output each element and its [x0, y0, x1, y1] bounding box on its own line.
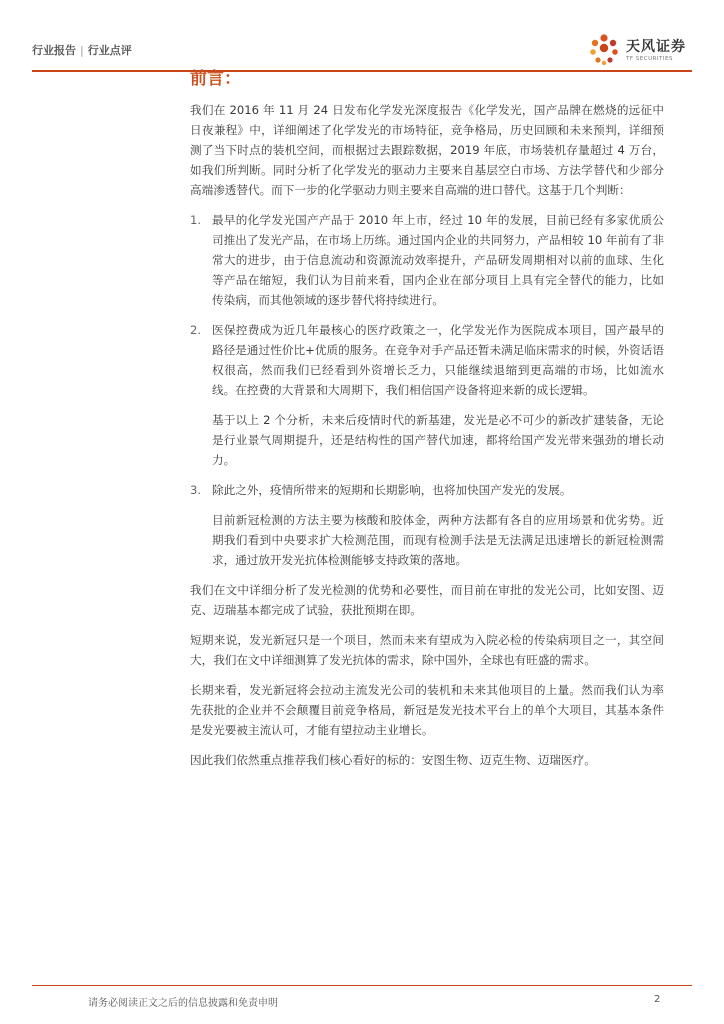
- list-item-text: 医保控费成为近几年最核心的医疗政策之一，化学发光作为医院成本项目，国产最早的路径是通过性价比+优质的服务。在竞争对手产品还暂未满足临床需求的时候，外资话语权很高，然而我们已经看到外资增长乏力，只能继续退缩到更高端的市场，比如流水线。在控费的大背景和大周期下，我们相信国产设备将迎来新的成长逻辑。: [212, 323, 664, 397]
- list-item: [190, 480, 664, 500]
- body-paragraph: 我们在文中详细分析了发光检测的优势和必要性，而目前在审批的发光公司，比如安图、迈克、迈瑞基本都完成了试验，获批预期在即。: [190, 583, 664, 617]
- footer-rule: [32, 985, 692, 986]
- list-item-text: 最早的化学发光国产产品于 2010 年上市，经过 10 年的发展，目前已经有多家优质公司推出了发光产品，在市场上历练。通过国内企业的共同努力，产品相较 10 年前有了非常大的进步，由于信息流动和资源流动效率提升，产品研发周期相对以前的血球、生化等产品在缩短，我们认为目前来看，国内企业在部分项目上具有完全替代的能力，比如传染病，而其他领域的逐步替代将持续进行。: [212, 213, 664, 307]
- breadcrumb: [32, 42, 132, 58]
- list-item: [190, 210, 664, 310]
- logo-text-en: TF SECURITIES: [626, 56, 673, 62]
- footer-disclaimer: 请务必阅读正文之后的信息披露和免责申明: [88, 998, 278, 1009]
- list-followup: 基于以上 2 个分析，未来后疫情时代的新基建，发光是必不可少的新改扩建装备，无论是行业景气周期提升，还是结构性的国产替代加速，都将给国产发光带来强劲的增长动力。: [212, 413, 664, 467]
- list-number: 1.: [190, 213, 202, 227]
- page-number: 2: [654, 994, 661, 1005]
- logo-icon: [586, 32, 622, 68]
- list-item: [190, 320, 664, 400]
- page-header: [32, 30, 692, 72]
- intro-paragraph: 我们在 2016 年 11 月 24 日发布化学发光深度报告《化学发光，国产品牌在燃烧的远征中日夜兼程》中，详细阐述了化学发光的市场特征，竞争格局，历史回顾和未来预判，详细预测了当下时点的装机空间，而根据过去跟踪数据，2019 年底，市场装机存量超过 4 万台，如我们所判断。同时分析了化学发光的驱动力主要来自基层空白市场、方法学替代和少部分高端渗透替代。而下一步的化学驱动力则主要来自高端的进口替代。这基于几个判断：: [190, 103, 664, 197]
- breadcrumb-subsection: 行业点评: [87, 44, 132, 57]
- company-logo: [552, 30, 692, 72]
- body-paragraph: 短期来说，发光新冠只是一个项目，然而未来有望成为入院必检的传染病项目之一，其空间大，我们在文中详细测算了发光抗体的需求，除中国外，全球也有旺盛的需求。: [190, 633, 664, 667]
- logo-text-cn: 天风证券: [626, 39, 686, 55]
- body-paragraph: 因此我们依然重点推荐我们核心看好的标的：安图生物、迈克生物、迈瑞医疗。: [190, 753, 596, 767]
- breadcrumb-section: 行业报告: [32, 44, 76, 57]
- list-number: 2.: [190, 323, 202, 337]
- list-number: 3.: [190, 483, 202, 497]
- list-item-text: 除此之外，疫情所带来的短期和长期影响，也将加快国产发光的发展。: [212, 483, 572, 497]
- breadcrumb-separator: |: [80, 44, 84, 57]
- list-followup: 目前新冠检测的方法主要为核酸和胶体金，两种方法都有各自的应用场景和优劣势。近期我们看到中央要求扩大检测范围，而现有检测手法是无法满足迅速增长的新冠检测需求，通过放开发光抗体检测能够支持政策的落地。: [212, 513, 664, 567]
- section-title: 前言：: [190, 69, 241, 89]
- body-paragraph: 长期来看，发光新冠将会拉动主流发光公司的装机和未来其他项目的上量。然而我们认为率先获批的企业并不会颠覆目前竞争格局，新冠是发光技术平台上的单个大项目，其基本条件是发光要被主流认可，才能有望拉动主业增长。: [190, 683, 664, 737]
- main-content: [190, 68, 664, 780]
